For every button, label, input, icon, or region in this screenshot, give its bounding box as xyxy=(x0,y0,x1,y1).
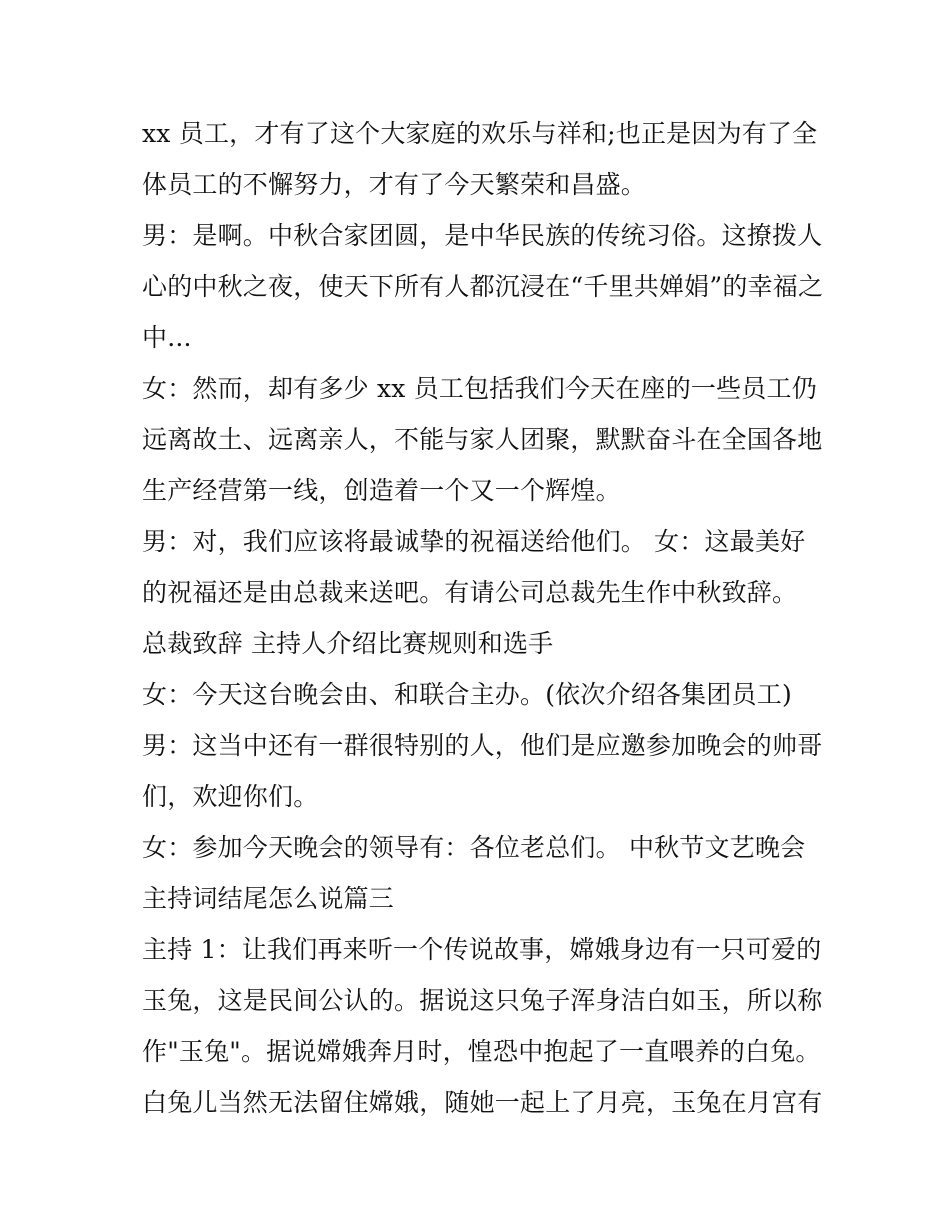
text-line: 白兔儿当然无法留住嫦娥，随她一起上了月亮，玉兔在月宫有 xyxy=(142,1088,823,1117)
text-line: 男：这当中还有一群很特别的人，他们是应邀参加晚会的帅哥 xyxy=(142,731,823,760)
text-line: 生产经营第一线，创造着一个又一个辉煌。 xyxy=(142,476,621,505)
text-line: 体员工的不懈努力，才有了今天繁荣和昌盛。 xyxy=(142,170,647,199)
text-line: 主持 1：让我们再来听一个传说故事，嫦娥身边有一只可爱的 xyxy=(142,935,822,964)
text-line: 们，欢迎你们。 xyxy=(142,782,319,811)
text-line: 的祝福还是由总裁来送吧。有请公司总裁先生作中秋致辞。 xyxy=(142,578,798,607)
text-line: 心的中秋之夜，使天下所有人都沉浸在“千里共婵娟”的幸福之 xyxy=(142,272,824,301)
text-line: 女：今天这台晚会由、和联合主办。(依次介绍各集团员工) xyxy=(142,680,792,709)
text-line: xx 员工，才有了这个大家庭的欢乐与祥和;也正是因为有了全 xyxy=(142,119,818,148)
text-line: 作"玉兔"。据说嫦娥奔月时，惶恐中抱起了一直喂养的白兔。 xyxy=(142,1037,821,1066)
section-heading-line: 总裁致辞 主持人介绍比赛规则和选手 xyxy=(142,629,554,658)
text-line: 男：是啊。中秋合家团圆，是中华民族的传统习俗。这撩拨人 xyxy=(142,221,823,250)
text-line: 远离故土、远离亲人，不能与家人团聚，默默奋斗在全国各地 xyxy=(142,425,823,454)
text-line: 男：对，我们应该将最诚挚的祝福送给他们。 女：这最美好 xyxy=(142,527,806,556)
text-line: 女：然而，却有多少 xx 员工包括我们今天在座的一些员工仍 xyxy=(142,374,817,403)
text-line: 女：参加今天晚会的领导有：各位老总们。 中秋节文艺晚会 xyxy=(142,833,806,862)
document-body xyxy=(142,108,822,1128)
text-line: 玉兔，这是民间公认的。据说这只兔子浑身洁白如玉，所以称 xyxy=(142,986,823,1015)
section-heading-line: 主持词结尾怎么说篇三 xyxy=(142,884,395,913)
text-line: 中... xyxy=(142,323,192,352)
